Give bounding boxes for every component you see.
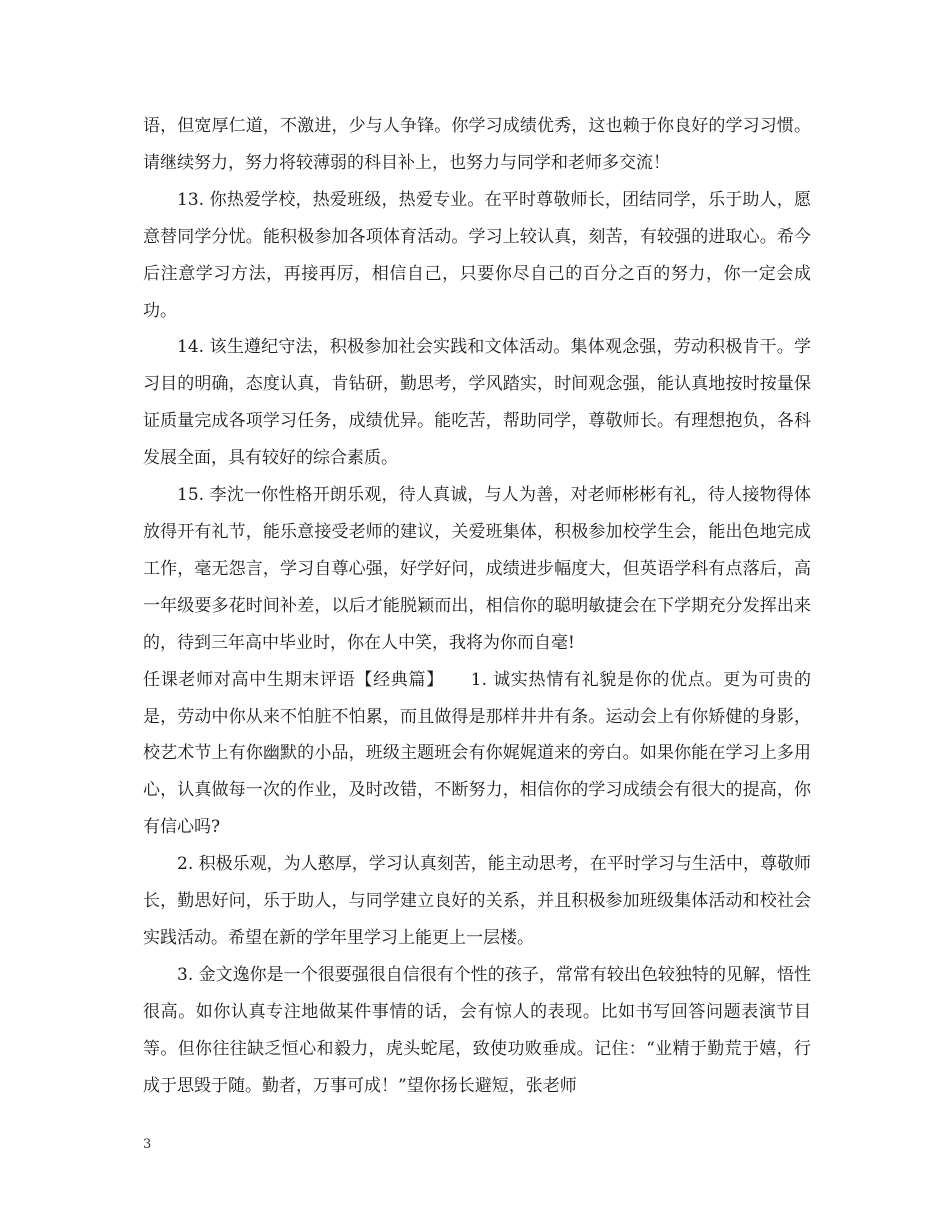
paragraph-continuation: 语，但宽厚仁道，不激进，少与人争锋。你学习成绩优秀，这也赖于你良好的学习习惯。请继续努力，努力将较薄弱的科目补上，也努力与同学和老师多交流！ [143,116,811,173]
paragraph-comment-3: 3. 金文逸你是一个很要强很自信很有个性的孩子，常常有较出色较独特的见解，悟性很高。如你认真专注地做某件事情的话，会有惊人的表现。比如书写回答问题表演节目等。但你往往缺乏恒心和毅力，虎头蛇尾，致使功败垂成。记住：“业精于勤荒于嬉，行成于思毁于随。勤者，万事可成！”望你扬长避短，张老师 [143,964,811,1096]
paragraph-comment-13: 13. 你热爱学校，热爱班级，热爱专业。在平时尊敬师长，团结同学，乐于助人，愿意替同学分忧。能积极参加各项体育活动。学习上较认真，刻苦，有较强的进取心。希今后注意学习方法，再接再厉，相信自己，只要你尽自己的百分之百的努力，你一定会成功。 [143,189,811,321]
paragraph-comment-15: 15. 李沈一你性格开朗乐观，待人真诚，与人为善，对老师彬彬有礼，待人接物得体放得开有礼节，能乐意接受老师的建议，关爱班集体，积极参加校学生会，能出色地完成工作，毫无怨言，学习自尊心强，好学好问，成绩进步幅度大，但英语学科有点落后，高一年级要多花时间补差，以后才能脱颖而出，相信你的聪明敏捷会在下学期充分发挥出来的，待到三年高中毕业时，你在人中笑，我将为你而自毫! [143,485,811,653]
paragraph-section-heading-comment-1: 任课老师对高中生期末评语【经典篇】 1. 诚实热情有礼貌是你的优点。更为可贵的是，劳动中你从来不怕脏不怕累，而且做得是那样井井有条。运动会上有你矫健的身影，校艺术节上有你幽默的小品，班级主题班会有你娓娓道来的旁白。如果你能在学习上多用心，认真做每一次的作业，及时改错，不断努力，相信你的学习成绩会有很大的提高，你有信心吗? [143,669,811,838]
document-body [143,108,811,1104]
paragraph-comment-14: 14. 该生遵纪守法，积极参加社会实践和文体活动。集体观念强，劳动积极肯干。学习目的明确，态度认真，肯钻研，勤思考，学风踏实，时间观念强，能认真地按时按量保证质量完成各项学习任务，成绩优异。能吃苦，帮助同学，尊敬师长。有理想抱负，各科发展全面，具有较好的综合素质。 [143,337,811,469]
page-number: 3 [143,1137,152,1152]
paragraph-comment-2: 2. 积极乐观，为人憨厚，学习认真刻苦，能主动思考，在平时学习与生活中，尊敬师长，勤思好问，乐于助人，与同学建立良好的关系，并且积极参加班级集体活动和校社会实践活动。希望在新的学年里学习上能更上一层楼。 [143,854,811,948]
